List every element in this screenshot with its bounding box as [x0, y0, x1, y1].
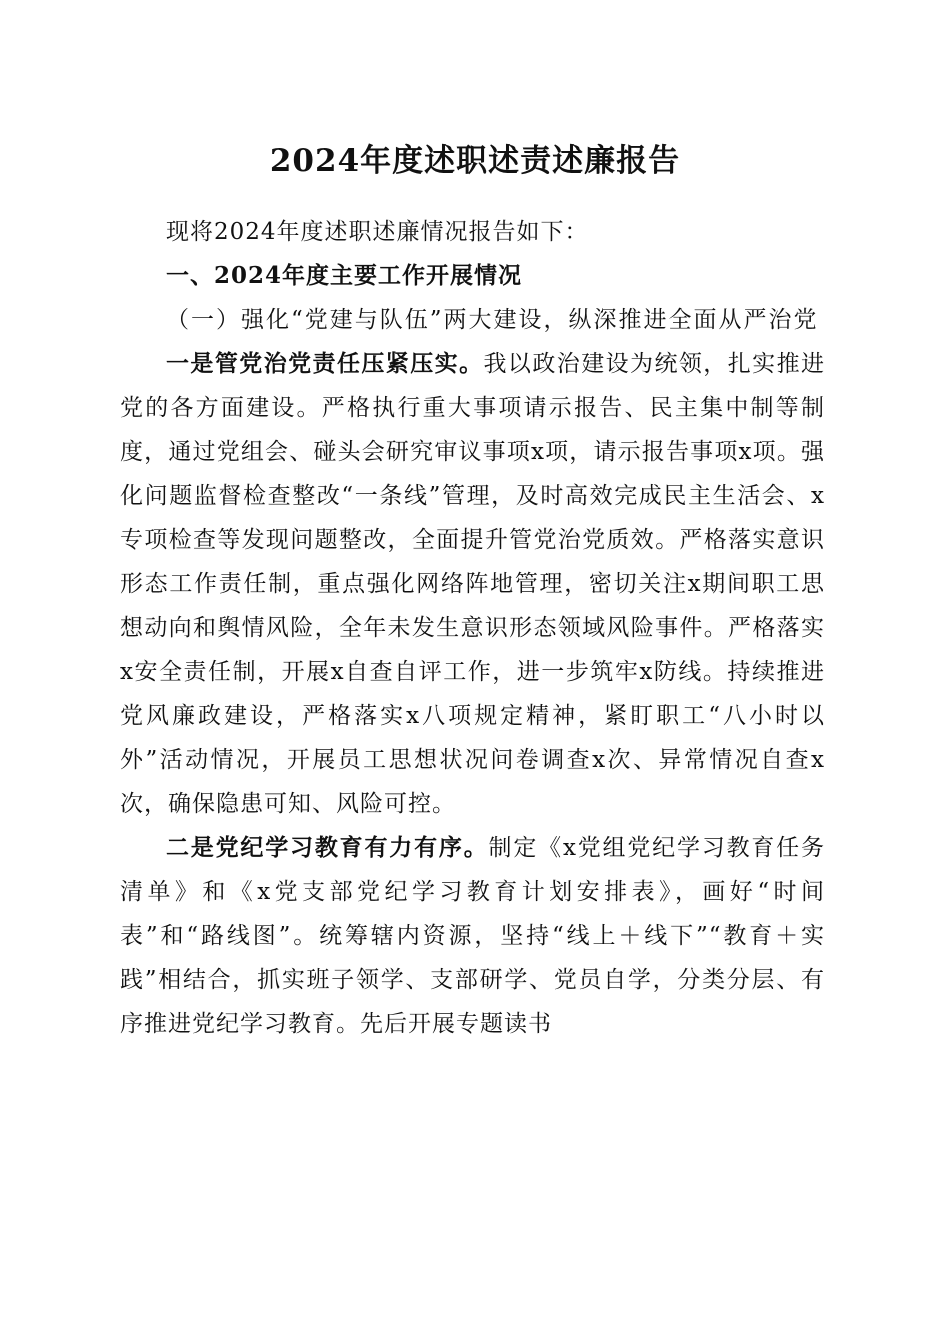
paragraph-lead: 一是管党治党责任压紧压实。: [166, 350, 484, 377]
paragraph-lead: 二是党纪学习教育有力有序。: [166, 834, 489, 861]
paragraph-text: 我以政治建设为统领，扎实推进党的各方面建设。严格执行重大事项请示报告、民主集中制等制度，通过党组会、碰头会研究审议事项x项，请示报告事项x项。强化问题监督检查整改“一条线”管理，及时高效完成民主生活会、x专项检查等发现问题整改，全面提升管党治党质效。严格落实意识形态工作责任制，重点强化网络阵地管理，密切关注x期间职工思想动向和舆情风险，全年未发生意识形态领域风险事件。严格落实x安全责任制，开展x自查自评工作，进一步筑牢x防线。持续推进党风廉政建设，严格落实x八项规定精神，紧盯职工“八小时以外”活动情况，开展员工思想状况问卷调查x次、异常情况自查x次，确保隐患可知、风险可控。: [120, 351, 826, 817]
subsection-heading: （一）强化“党建与队伍”两大建设，纵深推进全面从严治党: [166, 307, 819, 333]
body-paragraph-1: [120, 342, 825, 826]
paragraph-text: 制定《x党组党纪学习教育任务清单》和《x党支部党纪学习教育计划安排表》，画好“时间表”和“路线图”。统筹辖内资源，坚持“线上＋线下”“教育＋实践”相结合，抓实班子领学、支部研学、党员自学，分类分层、有序推进党纪学习教育。先后开展专题读书: [120, 835, 825, 1037]
document-title: 2024年度述职述责述廉报告: [269, 143, 681, 179]
section-heading: 一、2024年度主要工作开展情况: [166, 262, 523, 289]
document-body: [120, 210, 825, 1046]
intro-paragraph: 现将2024年度述职述廉情况报告如下：: [166, 219, 589, 245]
body-paragraph-2: [120, 826, 825, 1046]
